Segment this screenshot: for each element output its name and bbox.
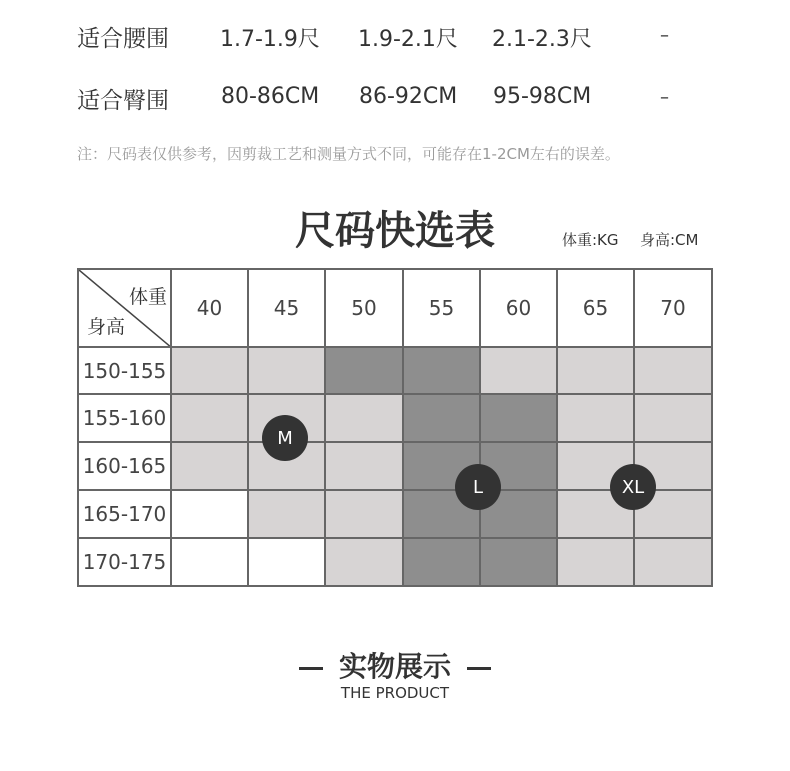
- size-cell: [480, 538, 557, 586]
- hip-value: –: [660, 87, 669, 108]
- height-row-label: 150-155: [78, 347, 171, 394]
- size-cell: [403, 347, 480, 394]
- weight-unit: 体重:KG: [562, 231, 619, 249]
- size-cell: [325, 490, 403, 538]
- size-badge-l: L: [455, 464, 501, 510]
- weight-header: 40: [171, 269, 248, 347]
- size-cell: [248, 347, 325, 394]
- weight-header: 50: [325, 269, 403, 347]
- size-cell: [634, 394, 712, 442]
- height-row-label: 155-160: [78, 394, 171, 442]
- size-cell: [171, 394, 248, 442]
- size-cell: [480, 347, 557, 394]
- hip-value: 86-92CM: [359, 84, 458, 109]
- corner-height-label: 身高: [87, 316, 126, 338]
- weight-header: 55: [403, 269, 480, 347]
- weight-header: 45: [248, 269, 325, 347]
- section-heading: [0, 645, 790, 685]
- size-cell: [325, 347, 403, 394]
- size-cell: [557, 347, 634, 394]
- height-row-label: 165-170: [78, 490, 171, 538]
- size-cell: [325, 442, 403, 490]
- size-note: 注：尺码表仅供参考，因剪裁工艺和测量方式不同，可能存在1-2CM左右的误差。: [77, 145, 620, 163]
- size-cell: [634, 538, 712, 586]
- waist-value: 1.7-1.9尺: [220, 27, 320, 52]
- size-cell: [557, 394, 634, 442]
- waist-value: 1.9-2.1尺: [358, 27, 458, 52]
- section-subtitle: THE PRODUCT: [340, 684, 450, 702]
- corner-weight-label: 体重: [128, 286, 167, 308]
- height-row-label: 160-165: [78, 442, 171, 490]
- weight-header: 70: [634, 269, 712, 347]
- table-row: [78, 394, 712, 442]
- heading-right-bar: [467, 667, 491, 670]
- hip-value: 95-98CM: [493, 84, 592, 109]
- hip-value: 80-86CM: [221, 84, 320, 109]
- section-title: 实物展示: [338, 650, 451, 683]
- size-cell: [171, 442, 248, 490]
- table-row: [78, 538, 712, 586]
- size-cell: [171, 347, 248, 394]
- size-cell: [403, 538, 480, 586]
- size-cell: [634, 347, 712, 394]
- weight-header: 60: [480, 269, 557, 347]
- heading-left-bar: [299, 667, 323, 670]
- size-cell: [557, 538, 634, 586]
- waist-value: –: [660, 25, 669, 46]
- quick-table-title: 尺码快选表: [295, 208, 495, 254]
- table-row: [78, 347, 712, 394]
- waist-label: 适合腰围: [77, 26, 169, 52]
- waist-value: 2.1-2.3尺: [492, 27, 592, 52]
- size-cell: [171, 490, 248, 538]
- size-cell: [171, 538, 248, 586]
- size-quick-table: [77, 268, 713, 587]
- hip-label: 适合臀围: [77, 88, 169, 114]
- size-cell: [403, 394, 480, 442]
- size-badge-xl: XL: [610, 464, 656, 510]
- size-badge-m: M: [262, 415, 308, 461]
- height-row-label: 170-175: [78, 538, 171, 586]
- size-cell: [480, 394, 557, 442]
- table-corner-cell: [78, 269, 171, 347]
- size-cell: [248, 538, 325, 586]
- height-unit: 身高:CM: [640, 231, 699, 249]
- size-cell: [248, 490, 325, 538]
- size-cell: [325, 538, 403, 586]
- weight-header: 65: [557, 269, 634, 347]
- table-header-row: [78, 269, 712, 347]
- size-cell: [325, 394, 403, 442]
